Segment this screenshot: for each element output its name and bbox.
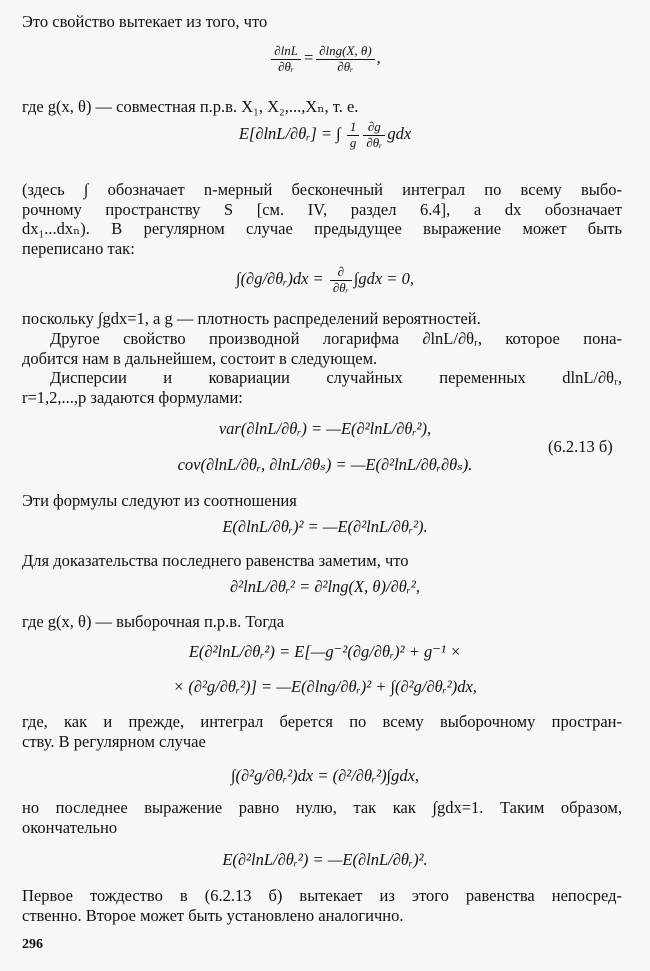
text-line: Это свойство вытекает из того, что xyxy=(22,12,268,31)
fraction xyxy=(363,120,385,151)
text-line: Дисперсии и ковариации случайных переменных dlnL/∂θᵣ, xyxy=(50,368,622,387)
fraction xyxy=(271,44,301,75)
text-line: переписано так: xyxy=(22,239,135,258)
text-line: Для доказательства последнего равенства заметим, что xyxy=(22,551,409,570)
text-line: ству. В регулярном случае xyxy=(22,732,206,751)
equation-8: ∫(∂²g/∂θᵣ²)dx = (∂²/∂θᵣ²)∫gdx, xyxy=(230,766,420,785)
equation-2 xyxy=(0,120,650,151)
page-number: 296 xyxy=(22,937,43,952)
equation-left: ∫(∂g/∂θᵣ)dx = xyxy=(236,269,324,289)
numerator: ∂g xyxy=(363,120,385,136)
denominator: g xyxy=(349,134,357,150)
text-line: где g(x, θ) — выборочная п.р.в. Тогда xyxy=(22,612,285,631)
equation-4a: var(∂lnL/∂θᵣ) = —E(∂²lnL/∂θᵣ²), xyxy=(218,419,432,438)
denominator: ∂θᵣ xyxy=(278,58,295,74)
equation-tail: ∫gdx = 0, xyxy=(353,269,414,289)
equation-number: (6.2.13 б) xyxy=(548,437,613,456)
fraction xyxy=(316,44,375,75)
equation-left: E[∂lnL/∂θᵣ] = ∫ xyxy=(238,124,341,144)
text-line: но последнее выражение равно нулю, так как ∫gdx=1. Таким образом, xyxy=(22,798,622,817)
equation-9: E(∂²lnL/∂θᵣ²) = —E(∂lnL/∂θᵣ)². xyxy=(222,850,428,869)
text-line: где, как и прежде, интеграл берется по всему выборочному простран- xyxy=(22,712,622,731)
equation-6: ∂²lnL/∂θᵣ² = ∂²lng(X, θ)/∂θᵣ², xyxy=(230,577,420,596)
text-line: окончательно xyxy=(22,818,118,837)
numerator: ∂lnL xyxy=(271,44,301,60)
text-line: dx₁...dxₙ). В регулярном случае предыдущее выражение может быть xyxy=(22,219,622,238)
text-line: где g(x, θ) — совместная п.р.в. X₁, X₂,...,Xₙ, т. е. xyxy=(22,97,359,116)
text-line: ственно. Второе может быть установлено аналогично. xyxy=(22,906,404,925)
numerator: 1 xyxy=(347,120,360,136)
equation-3 xyxy=(0,265,650,296)
numerator: ∂ xyxy=(330,265,352,281)
fraction xyxy=(330,265,352,296)
equation-7a: E(∂²lnL/∂θᵣ²) = E[—g⁻²(∂g/∂θᵣ)² + g⁻¹ × xyxy=(188,642,462,661)
equation-7b: × (∂²g/∂θᵣ²)] = —E(∂lng/∂θᵣ)² + ∫(∂²g/∂θᵣ²)dx, xyxy=(173,677,477,696)
text-line: (здесь ∫ обозначает n-мерный бесконечный интеграл по всему выбо- xyxy=(22,180,622,199)
denominator: ∂θᵣ xyxy=(332,279,349,295)
equation-4b: cov(∂lnL/∂θᵣ, ∂lnL/∂θₛ) = —E(∂²lnL/∂θᵣ∂θₛ). xyxy=(177,455,473,474)
equals-sign: = xyxy=(302,48,315,68)
fraction xyxy=(347,120,360,151)
equation-tail: gdx xyxy=(387,124,412,144)
text-line: r=1,2,...,p задаются формулами: xyxy=(22,388,243,407)
denominator: ∂θᵣ xyxy=(366,134,383,150)
numerator: ∂lng(X, θ) xyxy=(316,44,375,60)
text-line: добится нам в дальнейшем, состоит в следующем. xyxy=(22,349,378,368)
equation-5: E(∂lnL/∂θᵣ)² = —E(∂²lnL/∂θᵣ²). xyxy=(222,517,428,536)
text-line: Первое тождество в (6.2.13 б) вытекает из этого равенства непосред- xyxy=(22,886,622,905)
denominator: ∂θᵣ xyxy=(337,58,354,74)
text-line: Эти формулы следуют из соотношения xyxy=(22,491,297,510)
equation-1 xyxy=(0,44,650,75)
text-line: рочному пространству S [см. IV, раздел 6.4], а dx обозначает xyxy=(22,200,622,219)
punctuation: , xyxy=(376,48,381,68)
text-line: Другое свойство производной логарифма ∂lnL/∂θᵣ, которое пона- xyxy=(50,329,622,348)
text-line: поскольку ∫gdx=1, а g — плотность распределений вероятностей. xyxy=(22,309,481,328)
